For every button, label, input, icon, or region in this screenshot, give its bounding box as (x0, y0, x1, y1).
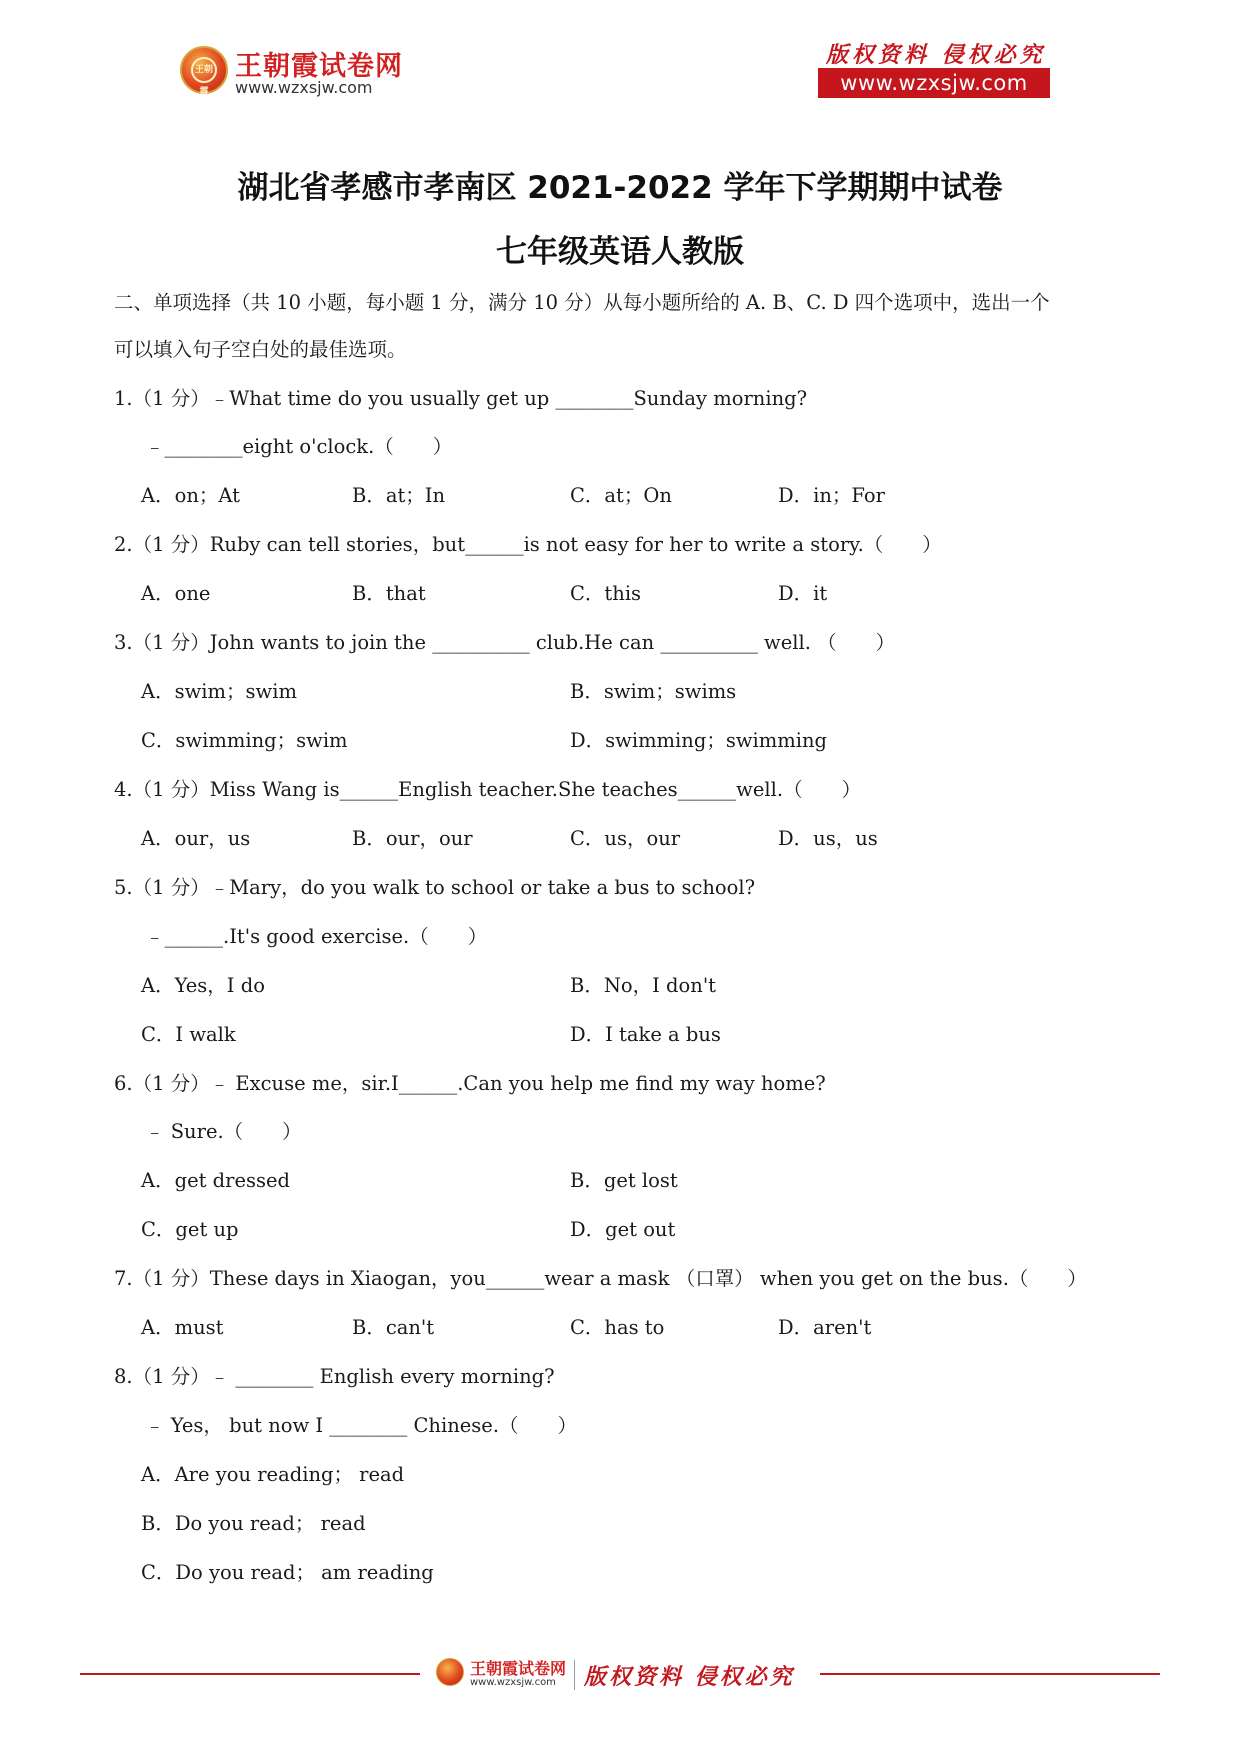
exam-title: 湖北省孝感市孝南区 2021-2022 学年下学期期中试卷 (237, 170, 1003, 206)
question-stem: 3.（1 分）John wants to join the __________ club.He can __________ well. （ ） (114, 631, 896, 654)
question-stem: 6.（1 分）﹣ Excuse me，sir.I______.Can you help me find my way home? (114, 1072, 826, 1095)
question-stem: 5.（1 分）﹣Mary，do you walk to school or take a bus to school? (114, 876, 756, 899)
option-a[interactable]: A．Yes，I do (141, 974, 265, 997)
option-d[interactable]: D．I take a bus (570, 1023, 721, 1046)
option-a[interactable]: A．Are you reading； read (141, 1463, 405, 1486)
option-d[interactable]: D．in；For (778, 484, 885, 507)
footer-divider-right (820, 1673, 1160, 1675)
option-c[interactable]: C．us，our (570, 827, 681, 850)
option-d[interactable]: D．aren't (778, 1316, 872, 1339)
footer-copyright: 版权资料 侵权必究 (584, 1664, 795, 1690)
option-c[interactable]: C．at；On (570, 484, 672, 507)
question-dialogue-line: ﹣______.It's good exercise.（ ） (145, 925, 488, 948)
footer-brand-name: 王朝霞试卷网 (470, 1659, 567, 1678)
question-stem: 2.（1 分）Ruby can tell stories，but______is not easy for her to write a story.（ ） (114, 533, 942, 556)
footer-separator (574, 1660, 575, 1690)
footer-seal-icon (436, 1658, 464, 1686)
option-b[interactable]: B．swim；swims (570, 680, 737, 703)
option-c[interactable]: C．get up (141, 1218, 239, 1241)
option-d[interactable]: D．swimming；swimming (570, 729, 828, 752)
footer-divider-left (80, 1673, 420, 1675)
option-b[interactable]: B．get lost (570, 1169, 678, 1192)
url-banner[interactable]: www.wzxsjw.com (818, 68, 1050, 98)
question-stem: 4.（1 分）Miss Wang is______English teacher.She teaches______well.（ ） (114, 778, 862, 801)
option-b[interactable]: B．at；In (352, 484, 446, 507)
question-stem: 8.（1 分）﹣ ________ English every morning? (114, 1365, 555, 1388)
option-a[interactable]: A．must (141, 1316, 224, 1339)
option-b[interactable]: B．Do you read； read (141, 1512, 366, 1535)
copyright-notice: 版权资料 侵权必究 (826, 42, 1046, 68)
footer-logo[interactable] (436, 1656, 816, 1696)
option-d[interactable]: D．it (778, 582, 828, 605)
section-instructions: 二、单项选择（共 10 小题，每小题 1 分，满分 10 分）从每小题所给的 A. B、C. D 四个选项中，选出一个 (114, 291, 1050, 314)
option-a[interactable]: A．swim；swim (141, 680, 297, 703)
header-logo[interactable] (180, 44, 420, 100)
option-c[interactable]: C．has to (570, 1316, 665, 1339)
brand-url[interactable]: www.wzxsjw.com (235, 78, 373, 97)
option-c[interactable]: C．swimming；swim (141, 729, 348, 752)
footer-brand-url[interactable]: www.wzxsjw.com (470, 1677, 556, 1688)
option-d[interactable]: D．get out (570, 1218, 676, 1241)
option-a[interactable]: A．one (141, 582, 211, 605)
seal-text: 王朝霞 (191, 57, 217, 83)
header-copyright-block (818, 38, 1058, 100)
option-c[interactable]: C．this (570, 582, 642, 605)
option-a[interactable]: A．get dressed (141, 1169, 291, 1192)
option-b[interactable]: B．our，our (352, 827, 473, 850)
brand-name: 王朝霞试卷网 (235, 51, 403, 82)
option-b[interactable]: B．that (352, 582, 426, 605)
question-dialogue-line: ﹣________eight o'clock.（ ） (145, 435, 453, 458)
brand-seal-icon (180, 46, 228, 97)
option-a[interactable]: A．on；At (141, 484, 240, 507)
option-c[interactable]: C．I walk (141, 1023, 236, 1046)
question-stem: 1.（1 分）﹣What time do you usually get up ________Sunday morning? (114, 387, 808, 410)
exam-subtitle: 七年级英语人教版 (496, 234, 744, 270)
option-b[interactable]: B．No，I don't (570, 974, 717, 997)
question-dialogue-line: ﹣ Sure.（ ） (145, 1120, 302, 1143)
option-c[interactable]: C．Do you read； am reading (141, 1561, 434, 1584)
section-instructions-cont: 可以填入句子空白处的最佳选项。 (114, 338, 407, 361)
option-d[interactable]: D．us，us (778, 827, 878, 850)
question-stem: 7.（1 分）These days in Xiaogan，you______wear a mask （口罩） when you get on the bus.（ ） (114, 1267, 1087, 1290)
question-dialogue-line: ﹣ Yes， but now I ________ Chinese.（ ） (145, 1414, 578, 1437)
option-b[interactable]: B．can't (352, 1316, 435, 1339)
option-a[interactable]: A．our，us (141, 827, 251, 850)
